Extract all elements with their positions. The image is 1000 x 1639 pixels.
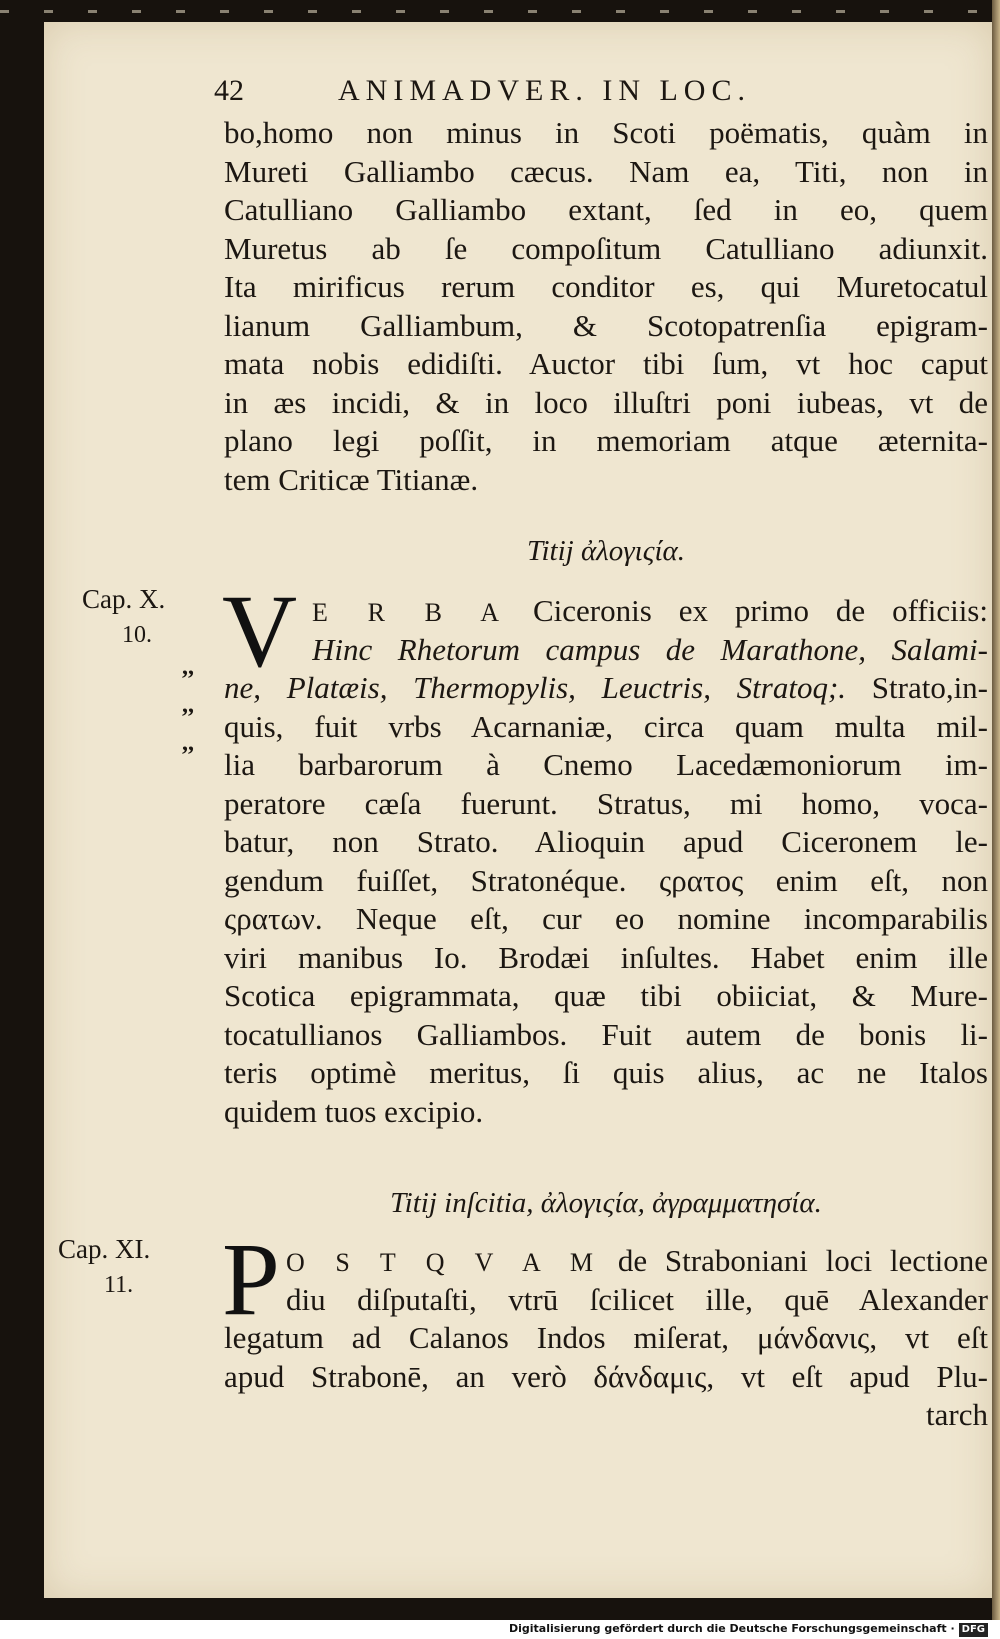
text-line: lia barbarorum à Cnemo Lacedæmoniorum im- [224, 747, 988, 782]
spaced-initial-word: E R B A [312, 598, 506, 627]
text-line: in æs incidi, & in loco illuſtri poni iubeas, vt de [224, 384, 988, 420]
text-line: tocatullianos Galliambos. Fuit autem de bonis li- [224, 1016, 988, 1052]
chapter-11-body [224, 1319, 988, 1435]
section-heading-1: Titij ἀλογιςία. [526, 535, 686, 567]
spaced-initial-word: O S T Q V A M [286, 1248, 601, 1277]
text-line: Scotica epigrammata, quæ tibi obiiciat, & Mure- [224, 978, 988, 1013]
chapter-10-opening [312, 592, 988, 669]
paragraph-block-1 [224, 114, 988, 499]
page-edge [992, 0, 1000, 1620]
text-line: lianum Galliambum, & Scotopatrenſia epigram- [224, 307, 988, 343]
text-line [286, 1242, 988, 1281]
text-line: Hinc Rhetorum campus de Marathone, Salami- [312, 631, 988, 667]
book-page [44, 22, 992, 1598]
text-line: ςρατων. Neque eſt, cur eo nomine incomparabilis [224, 901, 988, 936]
chapter-11-opening [286, 1242, 988, 1319]
text-span: Ciceronis ex primo de officiis: [532, 593, 988, 628]
text-line: quis, fuit vrbs Acarnaniæ, circa quam multa mil- [224, 708, 988, 744]
text-line: quidem tuos excipio. [224, 1093, 484, 1129]
page-number: 42 [214, 74, 244, 107]
quote-mark: ,, [182, 654, 194, 680]
text-line: batur, non Strato. Alioquin apud Ciceronem le- [224, 824, 988, 859]
footer-text: Digitalisierung gefördert durch die Deutsche Forschungsgemeinschaft · [508, 1622, 955, 1635]
text-line: Ita mirificus rerum conditor es, qui Muretocatul [224, 269, 988, 304]
text-line: legatum ad Calanos Indos miſerat, μάνδανις, vt eſt [224, 1320, 988, 1355]
text-line: Catulliano Galliambo extant, ſed in eo, quem [224, 192, 988, 227]
chapter-label-11: Cap. XI. [58, 1234, 151, 1264]
chapter-10-body [224, 669, 988, 1131]
drop-cap-v: V [222, 574, 298, 689]
text-span: Strato,in- [871, 670, 988, 705]
quote-mark: ,, [182, 730, 194, 756]
text-line: gendum fuiſſet, Stratonéque. ςρατος enim eſt, non [224, 862, 988, 898]
chapter-number-11: 11. [104, 1272, 134, 1298]
text-line: diu diſputaſti, vtrū ſcilicet ille, quē Alexander [286, 1281, 988, 1317]
text-line: plano legi poſſit, in memoriam atque æternita- [224, 423, 988, 458]
text-span: de Straboniani loci lectione [617, 1243, 988, 1278]
italic-span: ne, Platæis, Thermopylis, Leuctris, Stratoq;. [224, 670, 847, 705]
footer-note [509, 1622, 988, 1638]
text-line [224, 669, 988, 708]
text-line: peratore cæſa fuerunt. Stratus, mi homo, voca- [224, 785, 988, 821]
text-line: apud Strabonē, an verò δάνδαμις, vt eſt apud Plu- [224, 1358, 988, 1394]
quote-mark: ,, [182, 692, 194, 718]
text-line: mata nobis edidiſti. Auctor tibi ſum, vt hoc caput [224, 346, 988, 381]
catchword: tarch [926, 1397, 988, 1432]
text-line: tem Criticæ Titianæ. [224, 461, 479, 497]
text-line: Muretus ab ſe compoſitum Catulliano adiunxit. [224, 230, 988, 266]
section-heading-2: Titij inſcitia, ἀλογιςία, ἀγραμματησία. [390, 1187, 822, 1219]
top-edge-marks [0, 6, 1000, 18]
chapter-label-10: Cap. X. [82, 584, 166, 614]
chapter-number-10: 10. [122, 622, 152, 648]
drop-cap-p: P [222, 1222, 280, 1337]
text-line: Mureti Galliambo cæcus. Nam ea, Titi, non in [224, 153, 988, 189]
text-line: viri manibus Io. Brodæi inſultes. Habet enim ille [224, 939, 988, 975]
dfg-logo: DFG [959, 1623, 988, 1637]
running-head [214, 74, 914, 114]
text-line: bo,homo non minus in Scoti poëmatis, quàm in [224, 115, 988, 150]
text-line [312, 592, 988, 631]
running-title: ANIMADVER. IN LOC. [338, 74, 751, 107]
text-line: teris optimè meritus, ſi quis alius, ac ne Italos [224, 1055, 988, 1090]
